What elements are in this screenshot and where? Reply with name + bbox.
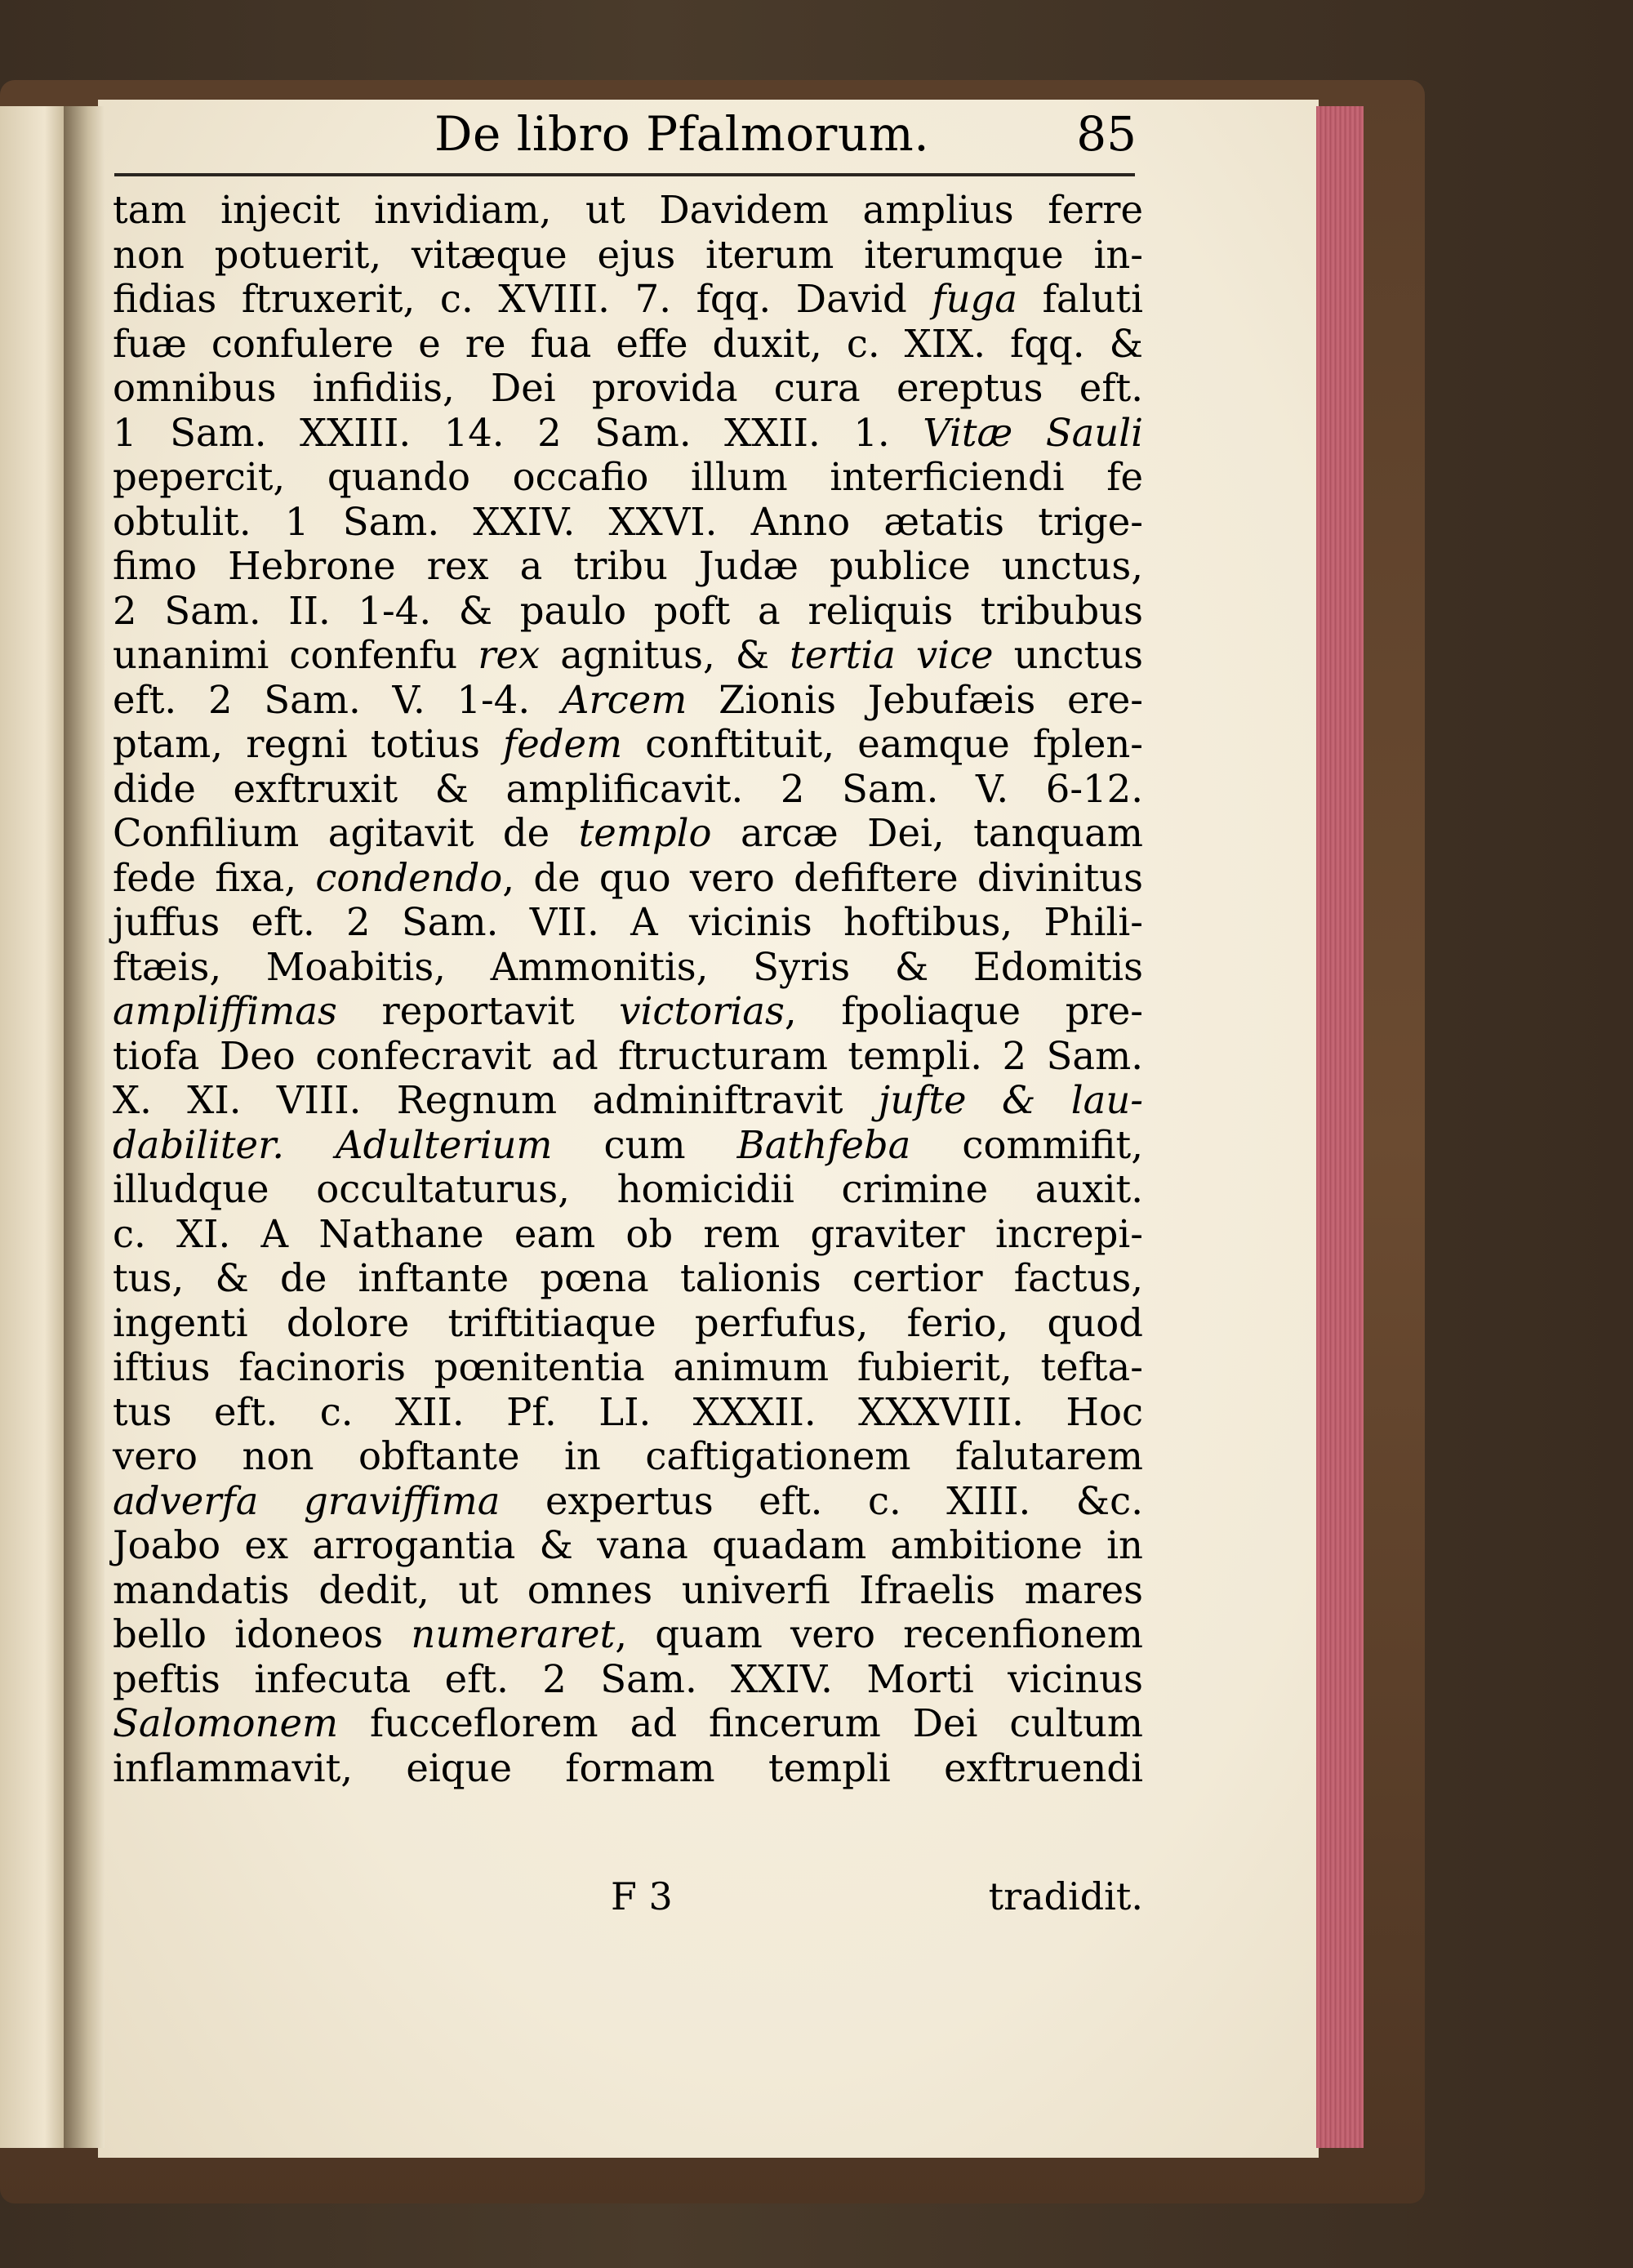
italic-run: tertia vice: [790, 633, 994, 677]
page-footer: [113, 1874, 1143, 1923]
text-run: agnitus, &: [540, 633, 790, 677]
text-run: cum: [552, 1122, 737, 1167]
text-line: [113, 1434, 1143, 1479]
italic-run: Vitæ Sauli: [923, 410, 1143, 455]
text-line: [113, 1078, 1143, 1123]
text-run: unctus: [993, 633, 1144, 677]
text-line: [113, 455, 1143, 500]
italic-run: templo: [578, 811, 712, 855]
text-line: [113, 589, 1143, 634]
text-run: inflammavit, eique formam templi exftruendi: [113, 1745, 1143, 1790]
text-line: [113, 1479, 1143, 1524]
text-line: [113, 1612, 1143, 1657]
text-run: fede fixa,: [113, 855, 316, 900]
text-run: Zionis Jebufæis ere-: [687, 677, 1143, 722]
text-run: vero non obftante in caftigationem falutarem: [113, 1434, 1143, 1478]
italic-run: jufte & lau-: [878, 1078, 1144, 1122]
text-run: eft. 2 Sam. V. 1-4.: [113, 677, 562, 722]
text-line: [113, 500, 1143, 545]
running-head-title: De libro Pfalmorum.: [434, 106, 930, 162]
italic-run: condendo: [315, 855, 503, 900]
text-run: 1 Sam. XXIII. 14. 2 Sam. XXII. 1.: [113, 410, 923, 455]
italic-run: ampliffimas: [113, 989, 337, 1033]
text-line: [113, 1701, 1143, 1746]
text-run: ftæis, Moabitis, Ammonitis, Syris & Edomitis: [113, 944, 1143, 989]
page-number: 85: [1076, 106, 1137, 162]
text-run: faluti: [1017, 277, 1143, 321]
text-run: expertus eft. c. XIII. &c.: [500, 1478, 1143, 1523]
text-line: [113, 233, 1143, 278]
text-line: [113, 1390, 1143, 1435]
text-run: unanimi confenfu: [113, 633, 478, 677]
text-line: [113, 1746, 1143, 1791]
text-run: ptam, regni totius: [113, 722, 503, 766]
text-run: 2 Sam. II. 1-4. & paulo poft a reliquis tribubus: [113, 588, 1143, 633]
text-line: [113, 322, 1143, 367]
text-line: [113, 1523, 1143, 1568]
italic-run: Salomonem: [113, 1701, 339, 1745]
text-run: mandatis dedit, ut omnes univerfi Ifraelis mares: [113, 1567, 1143, 1612]
body-text: [113, 188, 1143, 1790]
binding-gutter: [64, 106, 105, 2148]
italic-run: fedem: [503, 722, 623, 766]
text-run: omnibus infidiis, Dei provida cura ereptus eft.: [113, 366, 1143, 410]
text-line: [113, 1345, 1143, 1390]
running-head: [116, 106, 1137, 180]
text-run: dide exftruxit & amplificavit. 2 Sam. V. 6-12.: [113, 766, 1143, 811]
text-run: obtulit. 1 Sam. XXIV. XXVI. Anno ætatis trige-: [113, 499, 1143, 544]
italic-run: dabiliter.: [113, 1122, 284, 1167]
italic-run: Adulterium: [336, 1122, 553, 1167]
italic-run: Bathfeba: [736, 1122, 911, 1167]
text-run: , quam vero recenfionem: [615, 1612, 1144, 1656]
text-line: [113, 1568, 1143, 1613]
text-run: tiofa Deo confecravit ad ftructuram templi. 2 Sam.: [113, 1033, 1143, 1078]
text-line: [113, 1657, 1143, 1702]
text-run: illudque occultaturus, homicidii crimine auxit.: [113, 1167, 1143, 1211]
text-run: X. XI. VIII. Regnum adminiftravit: [113, 1078, 879, 1122]
italic-run: numeraret: [411, 1612, 616, 1656]
text-line: [113, 277, 1143, 322]
text-line: [113, 900, 1143, 945]
text-run: tus, & de inftante pœna talionis certior factus,: [113, 1256, 1143, 1300]
text-run: , fpoliaque pre-: [784, 989, 1143, 1033]
text-run: non potuerit, vitæque ejus iterum iterumque in-: [113, 232, 1143, 277]
italic-run: adverfa graviffima: [113, 1478, 501, 1523]
text-run: Confilium agitavit de: [113, 811, 579, 855]
text-run: bello idoneos: [113, 1612, 412, 1656]
text-line: [113, 1034, 1143, 1079]
text-run: juffus eft. 2 Sam. VII. A vicinis hoftibus, Phili-: [113, 900, 1143, 944]
text-run: tus eft. c. XII. Pf. LI. XXXII. XXXVIII. Hoc: [113, 1389, 1143, 1434]
facing-page-edge: [0, 106, 64, 2148]
text-line: [113, 544, 1143, 589]
text-run: tam injecit invidiam, ut Davidem amplius ferre: [113, 188, 1143, 232]
italic-run: rex: [478, 633, 541, 677]
text-run: fidias ftruxerit, c. XVIII. 7. fqq. David: [113, 277, 932, 321]
signature-mark: F 3: [611, 1874, 673, 1918]
text-line: [113, 1256, 1143, 1301]
text-line: [113, 811, 1143, 856]
text-line: [113, 1167, 1143, 1212]
text-line: [113, 856, 1143, 901]
text-line: [113, 1212, 1143, 1257]
text-run: fucceflorem ad fincerum Dei cultum: [338, 1701, 1143, 1745]
text-run: arcæ Dei, tanquam: [711, 811, 1143, 855]
text-line: [113, 1123, 1143, 1168]
text-line: [113, 1301, 1143, 1346]
text-run: iftius facinoris pœnitentia animum fubierit, tefta-: [113, 1345, 1143, 1389]
text-run: ingenti dolore triftitiaque perfufus, ferio, quod: [113, 1300, 1143, 1345]
italic-run: Arcem: [561, 677, 687, 722]
text-run: [284, 1123, 336, 1167]
text-run: , de quo vero defiftere divinitus: [502, 855, 1143, 900]
text-run: peftis infecuta eft. 2 Sam. XXIV. Morti vicinus: [113, 1656, 1143, 1701]
text-run: fimo Hebrone rex a tribu Judæ publice unctus,: [113, 544, 1143, 588]
text-line: [113, 722, 1143, 767]
text-run: reportavit: [336, 989, 620, 1033]
text-line: [113, 945, 1143, 990]
text-line: [113, 767, 1143, 812]
text-run: c. XI. A Nathane eam ob rem graviter increpi-: [113, 1211, 1143, 1256]
text-line: [113, 188, 1143, 233]
text-run: pepercit, quando occafio illum interficiendi fe: [113, 455, 1143, 499]
italic-run: victorias: [619, 989, 785, 1033]
text-run: Joabo ex arrogantia & vana quadam ambitione in: [113, 1523, 1143, 1567]
text-line: [113, 989, 1143, 1034]
text-line: [113, 366, 1143, 411]
head-rule: [114, 173, 1135, 176]
text-run: commifit,: [910, 1122, 1143, 1167]
text-line: [113, 411, 1143, 456]
text-run: conftituit, eamque fplen-: [622, 722, 1143, 766]
text-run: fuæ confulere e re fua effe duxit, c. XIX. fqq. &: [113, 321, 1143, 366]
italic-run: fuga: [932, 277, 1018, 321]
text-line: [113, 633, 1143, 678]
red-page-edges: [1316, 106, 1364, 2148]
text-line: [113, 678, 1143, 723]
catchword: tradidit.: [988, 1874, 1143, 1918]
